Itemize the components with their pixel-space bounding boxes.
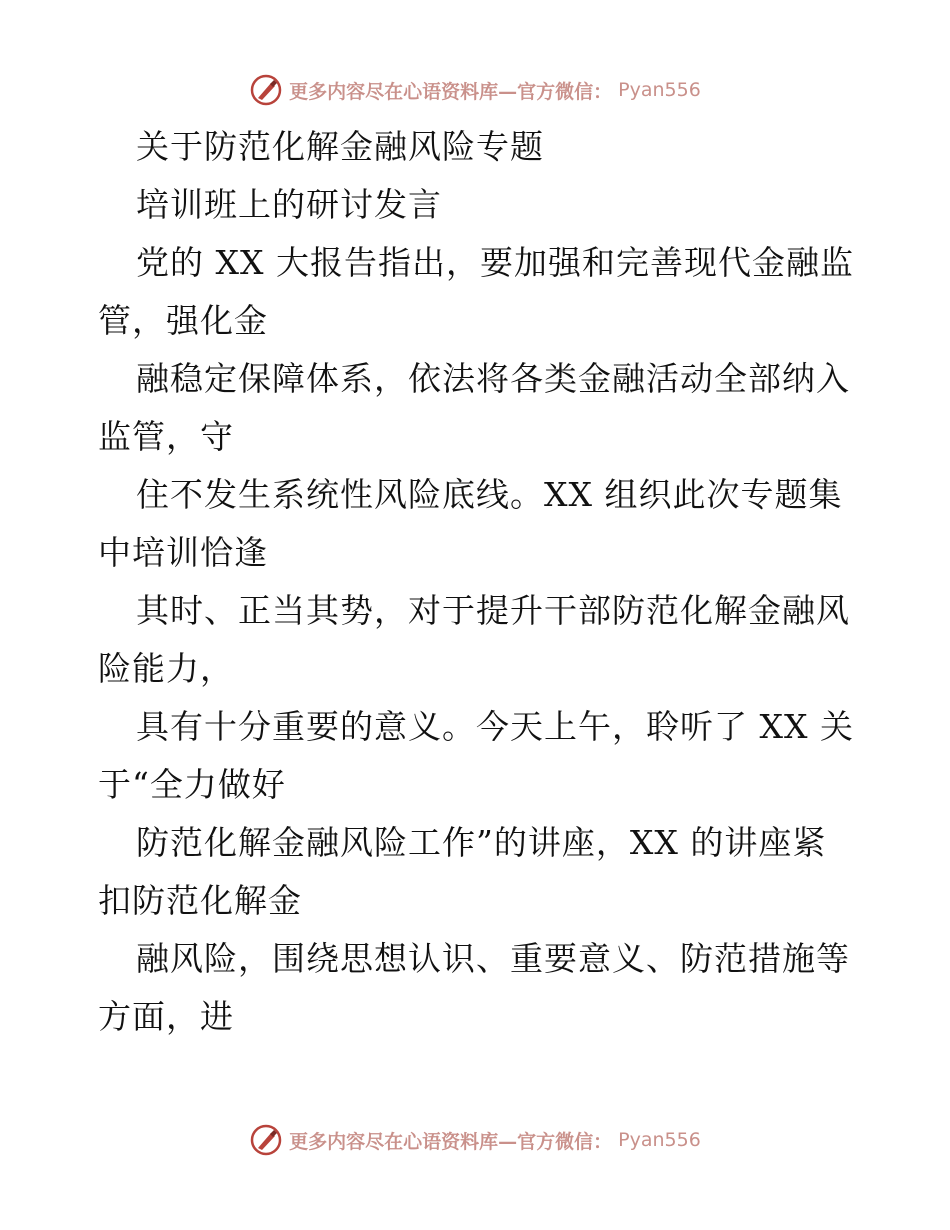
footer-wechat-id: Pyan556 [618,1129,701,1151]
paragraph-line: 融稳定保障体系，依法将各类金融活动全部纳入 [136,359,850,398]
paragraph-line: 于“全力做好 [98,765,286,804]
paragraph-line: 住不发生系统性风险底线。XX 组织此次专题集 [136,475,843,514]
paragraph-line: 监管，守 [98,417,234,456]
paragraph-line: 管，强化金 [98,301,268,340]
paragraph-line: 融风险，围绕思想认识、重要意义、防范措施等 [136,939,850,978]
footer-banner-text: 更多内容尽在心语资料库—官方微信： [289,1130,613,1153]
paragraph-line: 党的 XX 大报告指出，要加强和完善现代金融监 [136,243,854,282]
footer-banner [0,1120,950,1160]
paragraph-line: 险能力， [98,649,234,688]
header-banner-text: 更多内容尽在心语资料库—官方微信： [289,80,613,103]
pen-seal-logo-icon [249,1123,283,1157]
paragraph-line: 方面，进 [98,997,234,1036]
pen-seal-logo-icon [249,73,283,107]
header-wechat-id: Pyan556 [618,79,701,101]
paragraph-line: 防范化解金融风险工作”的讲座，XX 的讲座紧 [136,823,827,862]
paragraph-line: 其时、正当其势，对于提升干部防范化解金融风 [136,591,850,630]
header-banner [0,70,950,110]
title-line-1: 关于防范化解金融风险专题 [136,127,544,166]
title-line-2: 培训班上的研讨发言 [136,185,442,224]
paragraph-line: 具有十分重要的意义。今天上午，聆听了 XX 关 [136,707,854,746]
document-body [98,118,858,1046]
paragraph-line: 中培训恰逢 [98,533,268,572]
paragraph-line: 扣防范化解金 [98,881,302,920]
